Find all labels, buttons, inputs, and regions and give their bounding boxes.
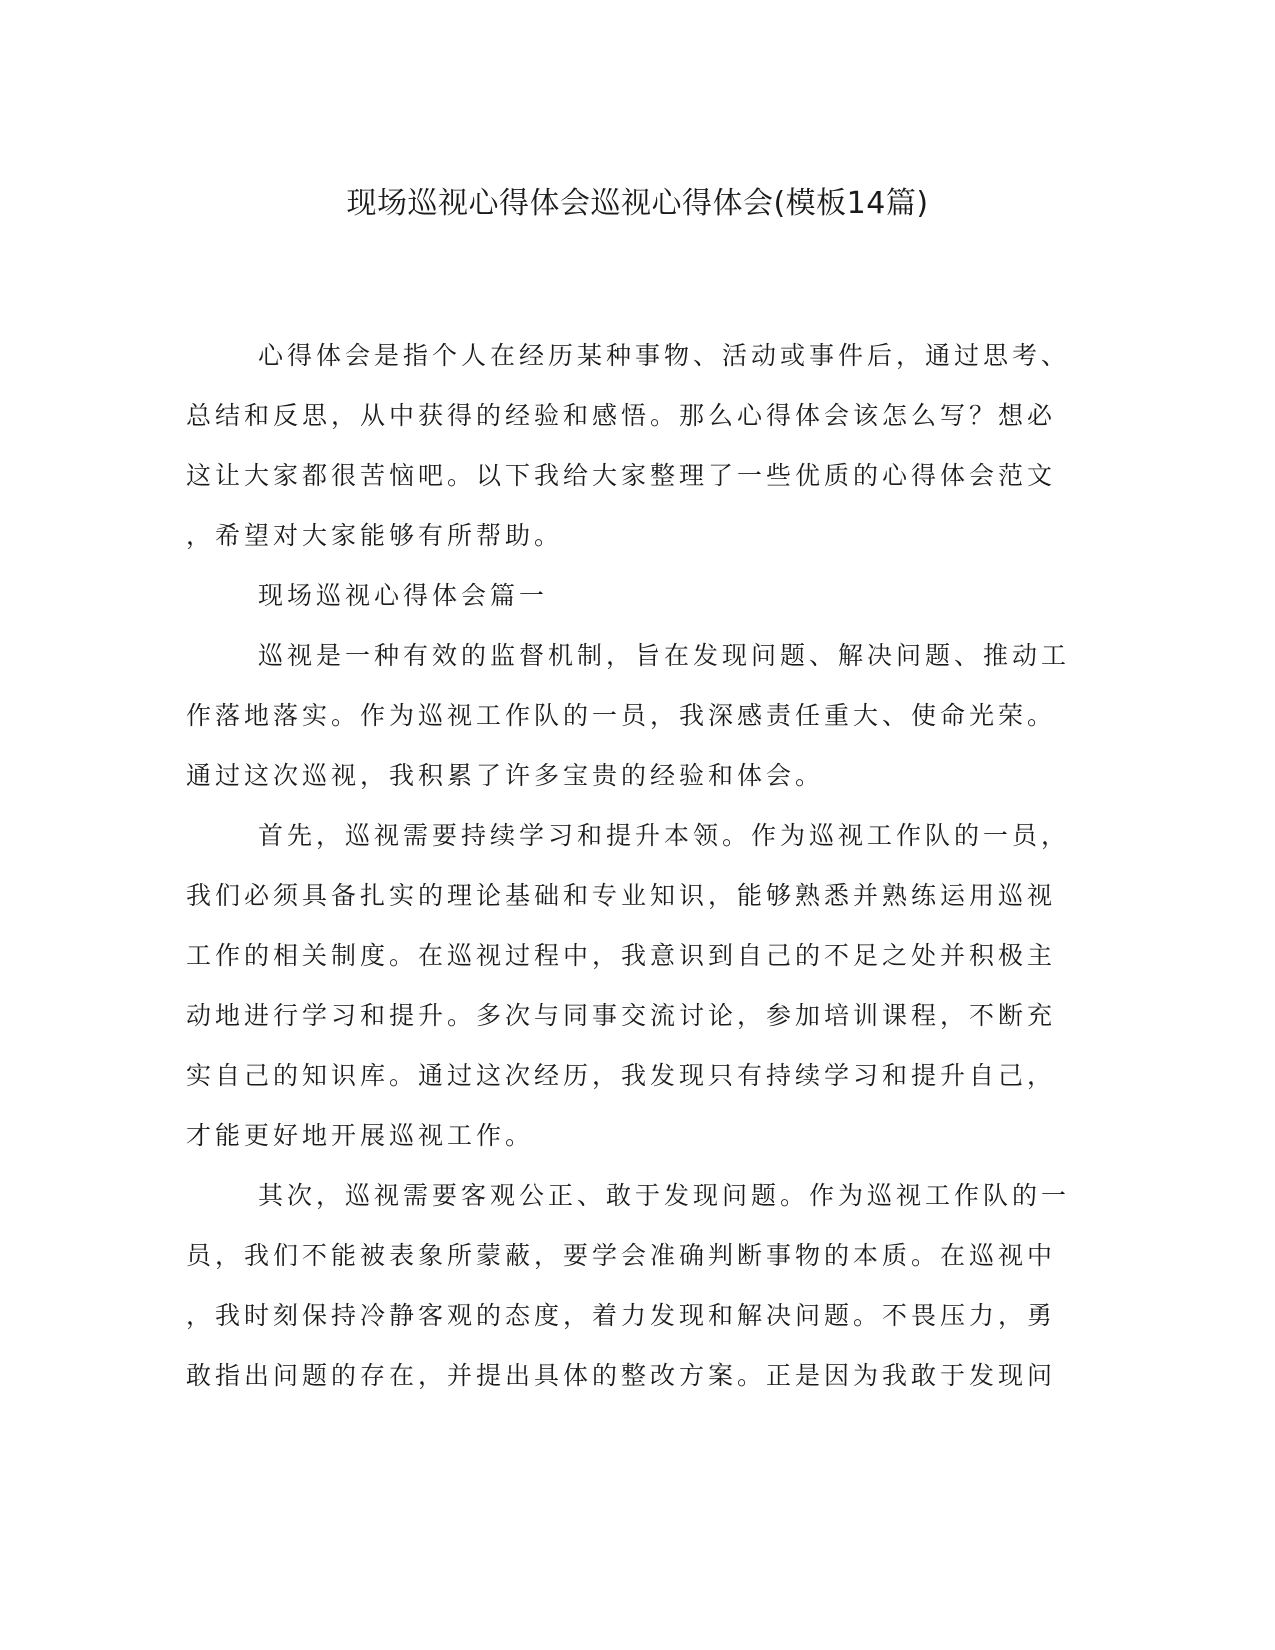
paragraph-line: 实自己的知识库。通过这次经历，我发现只有持续学习和提升自己， [186,1061,1057,1090]
paragraph-line: 作落地落实。作为巡视工作队的一员，我深感责任重大、使命光荣。 [186,701,1057,730]
paragraph-line: 敢指出问题的存在，并提出具体的整改方案。正是因为我敢于发现问 [186,1361,1057,1390]
paragraph-line: 我们必须具备扎实的理论基础和专业知识，能够熟悉并熟练运用巡视 [186,881,1057,910]
document-body [186,326,1086,1406]
paragraph-line: 心得体会是指个人在经历某种事物、活动或事件后，通过思考、 [258,341,1071,370]
paragraph-line: ，我时刻保持冷静客观的态度，着力发现和解决问题。不畏压力，勇 [186,1301,1057,1330]
paragraph-line: 其次，巡视需要客观公正、敢于发现问题。作为巡视工作队的一 [258,1181,1071,1210]
paragraph-line: ，希望对大家能够有所帮助。 [186,521,564,550]
paragraph-line: 首先，巡视需要持续学习和提升本领。作为巡视工作队的一员， [258,821,1071,850]
section-heading: 现场巡视心得体会篇一 [258,581,549,610]
paragraph-line: 员，我们不能被表象所蒙蔽，要学会准确判断事物的本质。在巡视中 [186,1241,1057,1270]
paragraph-line: 才能更好地开展巡视工作。 [186,1121,535,1150]
document-title: 现场巡视心得体会巡视心得体会(模板14篇) [346,186,929,221]
paragraph-line: 总结和反思，从中获得的经验和感悟。那么心得体会该怎么写？想必 [186,401,1057,430]
paragraph-line: 通过这次巡视，我积累了许多宝贵的经验和体会。 [186,761,825,790]
paragraph-line: 巡视是一种有效的监督机制，旨在发现问题、解决问题、推动工 [258,641,1071,670]
paragraph-line: 动地进行学习和提升。多次与同事交流讨论，参加培训课程，不断充 [186,1001,1057,1030]
paragraph-line: 工作的相关制度。在巡视过程中，我意识到自己的不足之处并积极主 [186,941,1057,970]
paragraph-line: 这让大家都很苦恼吧。以下我给大家整理了一些优质的心得体会范文 [186,461,1057,490]
